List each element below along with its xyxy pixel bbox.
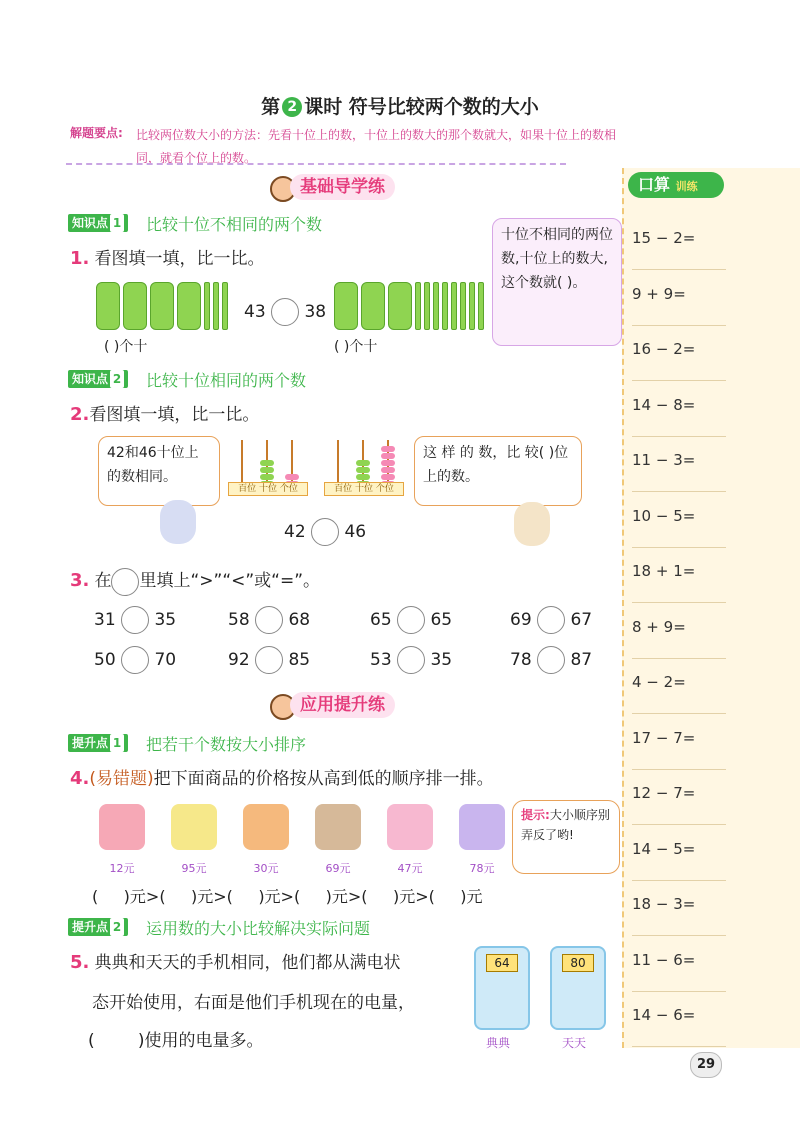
compare-q1: 43 38 — [244, 298, 326, 326]
improve-point-text-1: 把若干个数按大小排序 — [146, 735, 307, 754]
sidebar-exercise: 8 + 9= — [632, 603, 726, 659]
tens-label-right: ( )个十 — [334, 339, 378, 355]
divider — [66, 163, 566, 165]
sticks-right — [334, 282, 484, 330]
sidebar-exercise: 18 − 3= — [632, 880, 726, 936]
bubble-left: 42和46十位上的数相同。 — [98, 436, 220, 506]
improve-point-text-2: 运用数的大小比较解决实际问题 — [146, 919, 371, 938]
section-banner-basic: 基础导学练 — [290, 174, 395, 200]
answer-circle[interactable] — [397, 606, 425, 634]
lesson-number-badge: 2 — [282, 97, 302, 117]
phone-diandian — [474, 946, 530, 1030]
phone-label-1: 典典 — [486, 1036, 511, 1050]
answer-circle[interactable] — [121, 606, 149, 634]
price-label: 95元 — [181, 862, 207, 875]
answer-circle[interactable] — [397, 646, 425, 674]
sidebar-exercise: 17 − 7= — [632, 714, 726, 770]
pants-icon — [315, 804, 361, 850]
answer-circle[interactable] — [537, 646, 565, 674]
battery-level: 80 — [562, 954, 594, 972]
sidebar-exercise: 14 − 5= — [632, 825, 726, 881]
question-1: 1. 看图填一填，比一比。 — [70, 248, 265, 269]
price-label: 30元 — [253, 862, 279, 875]
sidebar-title: 口算 训练 — [628, 172, 724, 198]
tens-label-left: ( )个十 — [104, 339, 148, 355]
sidebar-exercise: 14 − 6= — [632, 991, 726, 1047]
tips-label: 解题要点: — [70, 126, 123, 140]
q5-line-2: 态开始使用，右面是他们手机现在的电量， — [92, 993, 415, 1013]
section-banner-apply: 应用提升练 — [290, 692, 395, 718]
comparison-item: 53 35 — [370, 646, 452, 674]
improve-point-tag-2: 提升点 2 — [68, 918, 128, 936]
sidebar-exercise: 9 + 9= — [632, 270, 726, 326]
comparison-item: 50 70 — [94, 646, 176, 674]
shirt-icon — [387, 804, 433, 850]
coat-icon — [171, 804, 217, 850]
comparison-item: 65 65 — [370, 606, 452, 634]
question-3: 3. 在 里填上“>”“<”或“=”。 — [70, 566, 320, 596]
compare-q2: 42 46 — [284, 518, 366, 546]
comparison-item: 31 35 — [94, 606, 176, 634]
question-5: 5. 典典和天天的手机相同，他们都从满电状 — [70, 952, 401, 973]
sidebar-exercise: 12 − 7= — [632, 769, 726, 825]
sidebar-exercise: 4 − 2= — [632, 658, 726, 714]
sticks-left — [96, 282, 228, 330]
phone-label-2: 天天 — [562, 1036, 587, 1050]
sidebar-exercise: 10 − 5= — [632, 492, 726, 548]
knowledge-point-tag-2: 知识点 2 — [68, 370, 128, 388]
price-label: 78元 — [469, 862, 495, 875]
shoes-icon — [459, 804, 505, 850]
answer-circle[interactable] — [271, 298, 299, 326]
price-label: 12元 — [109, 862, 135, 875]
abacus-42: 百位 十位 个位 — [228, 440, 306, 496]
cap-icon — [243, 804, 289, 850]
rule-bubble: 十位不相同的两位数,十位上的数大,这个数就( )。 — [492, 218, 622, 346]
sidebar-exercise: 15 − 2= — [632, 214, 726, 270]
answer-circle[interactable] — [537, 606, 565, 634]
q4-answer-line: ( )元>( )元>( )元>( )元>( )元>( )元 — [92, 887, 483, 906]
answer-circle[interactable] — [255, 646, 283, 674]
comparison-item: 78 87 — [510, 646, 592, 674]
phone-tiantian — [550, 946, 606, 1030]
answer-circle[interactable] — [255, 606, 283, 634]
answer-circle[interactable] — [121, 646, 149, 674]
knowledge-point-text-2: 比较十位相同的两个数 — [146, 371, 307, 390]
sidebar-exercise: 11 − 3= — [632, 436, 726, 492]
symbol-circle — [111, 568, 139, 596]
battery-level: 64 — [486, 954, 518, 972]
page-number: 29 — [690, 1052, 722, 1078]
price-label: 47元 — [397, 862, 423, 875]
sidebar-exercise: 16 − 2= — [632, 325, 726, 381]
sidebar-exercise: 18 + 1= — [632, 547, 726, 603]
comparison-item: 92 85 — [228, 646, 310, 674]
abacus-46: 百位 十位 个位 — [324, 440, 402, 496]
gloves-icon — [99, 804, 145, 850]
answer-circle[interactable] — [311, 518, 339, 546]
comparison-item: 58 68 — [228, 606, 310, 634]
page-title: 第 2 课时 符号比较两个数的大小 — [261, 96, 539, 118]
bubble-right: 这 样 的 数，比 较( )位上的数。 — [414, 436, 582, 506]
price-label: 69元 — [325, 862, 351, 875]
cow-icon — [514, 502, 550, 546]
question-4: 4.(易错题)把下面商品的价格按从高到低的顺序排一排。 — [70, 768, 494, 789]
tips-text: 比较两位数大小的方法：先看十位上的数，十位上的数大的那个数就大，如果十位上的数相同，就看个位上的数。 — [136, 128, 617, 165]
hint-bubble: 提示:大小顺序别弄反了哟! — [512, 800, 620, 874]
elephant-icon — [160, 500, 196, 544]
knowledge-point-tag-1: 知识点 1 — [68, 214, 128, 232]
comparison-item: 69 67 — [510, 606, 592, 634]
q5-line-3: ( )使用的电量多。 — [88, 1031, 264, 1051]
question-2: 2.看图填一填，比一比。 — [70, 404, 260, 425]
improve-point-tag-1: 提升点 1 — [68, 734, 128, 752]
knowledge-point-text-1: 比较十位不相同的两个数 — [146, 215, 323, 234]
sidebar-exercise: 14 − 8= — [632, 381, 726, 437]
sidebar-exercise: 11 − 6= — [632, 936, 726, 992]
